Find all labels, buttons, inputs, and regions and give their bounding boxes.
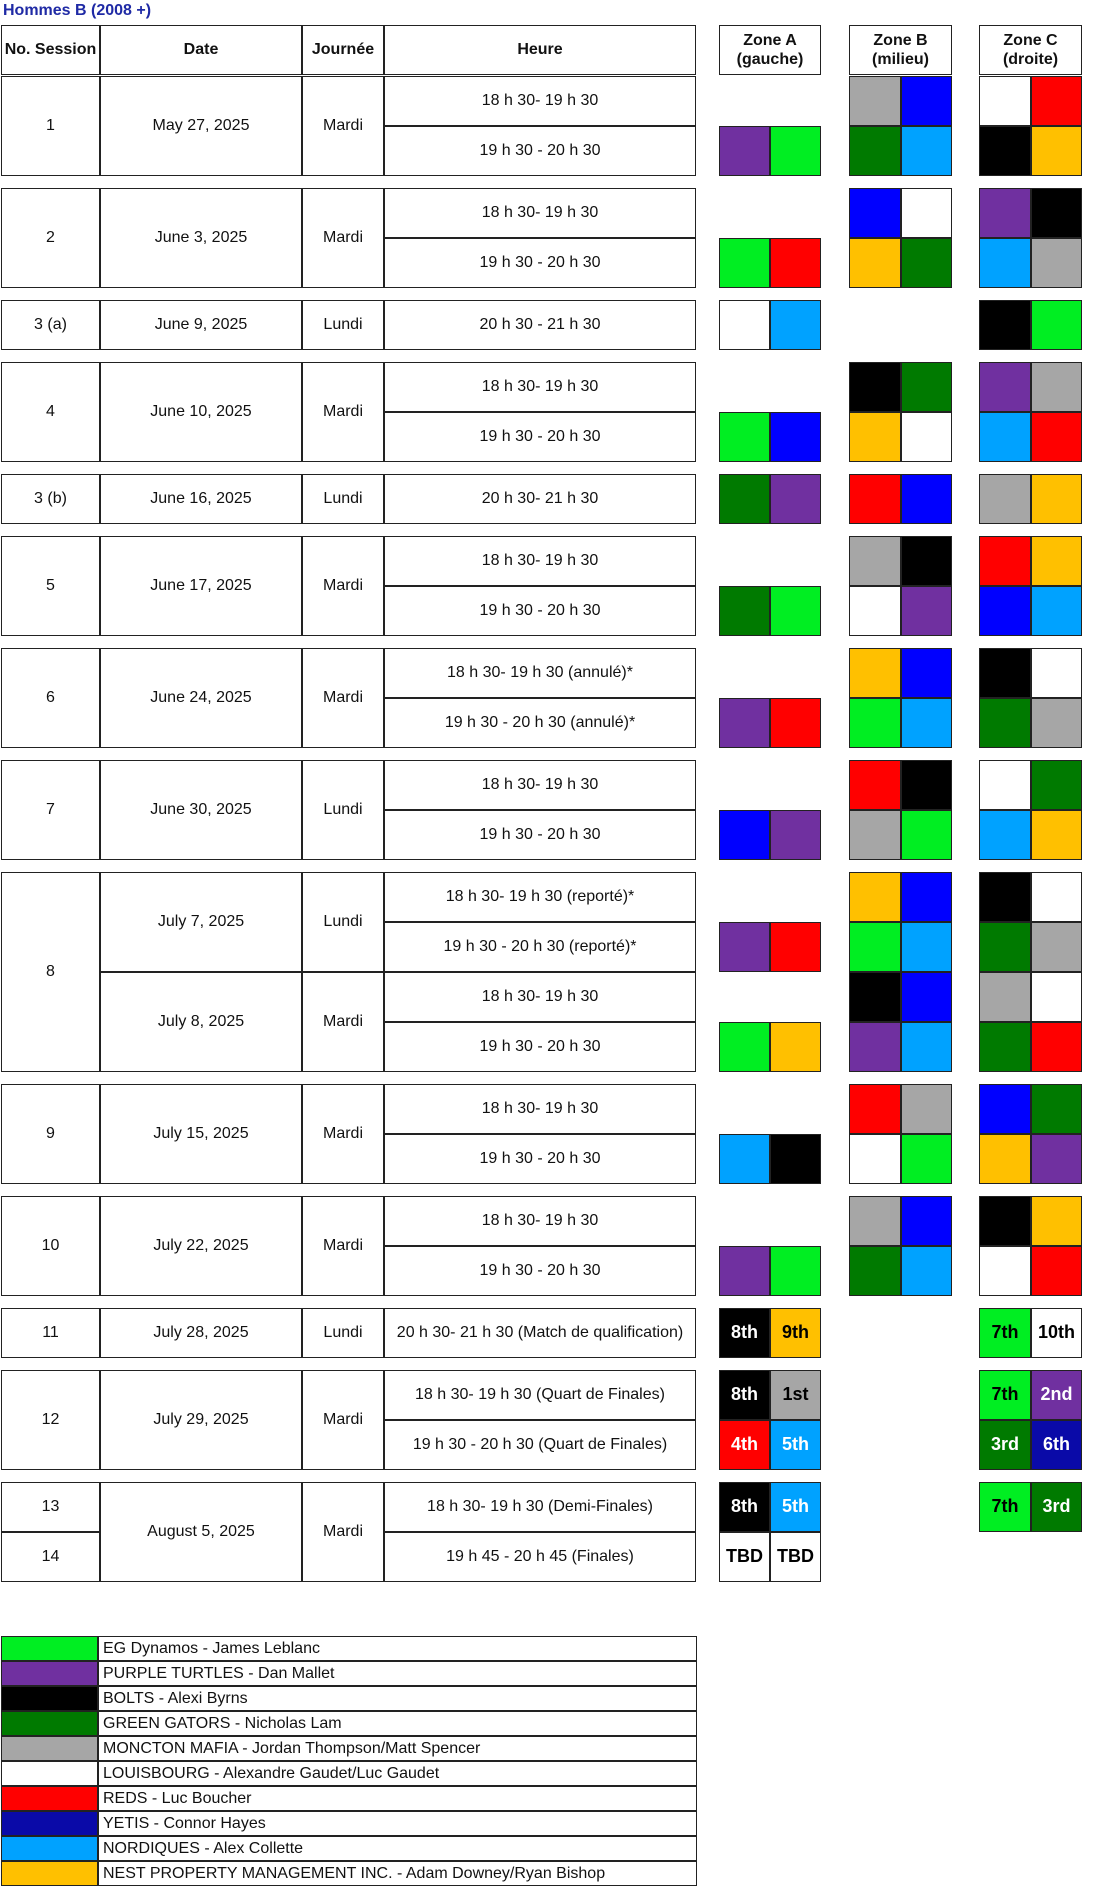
- time-cell: 19 h 30 - 20 h 30: [384, 412, 696, 462]
- session-number: 10: [1, 1196, 100, 1296]
- team-swatch: [901, 922, 952, 972]
- legend-label: NEST PROPERTY MANAGEMENT INC. - Adam Downey/Ryan Bishop: [98, 1861, 697, 1886]
- team-swatch: [849, 238, 901, 288]
- seed-swatch: 4th: [719, 1420, 770, 1470]
- header-session: No. Session: [1, 25, 100, 75]
- session-number: 6: [1, 648, 100, 748]
- time-cell: 20 h 30- 21 h 30: [384, 474, 696, 524]
- team-swatch: [770, 698, 821, 748]
- header-time: Heure: [384, 25, 696, 75]
- header-day: Journée: [302, 25, 384, 75]
- day-cell: Lundi: [302, 1308, 384, 1358]
- time-cell: 18 h 30- 19 h 30: [384, 362, 696, 412]
- team-swatch: [979, 922, 1031, 972]
- page-title: Hommes B (2008 +): [3, 2, 152, 19]
- seed-swatch: 9th: [770, 1308, 821, 1358]
- day-cell: Lundi: [302, 300, 384, 350]
- day-cell: Mardi: [302, 648, 384, 748]
- team-swatch: [849, 698, 901, 748]
- team-swatch: [1031, 1196, 1082, 1246]
- team-swatch: [1031, 238, 1082, 288]
- seed-swatch: 5th: [770, 1482, 821, 1532]
- time-cell: 18 h 30- 19 h 30: [384, 76, 696, 126]
- zone-header: [849, 25, 952, 75]
- date-cell: May 27, 2025: [100, 76, 302, 176]
- header-date: Date: [100, 25, 302, 75]
- team-swatch: [849, 474, 901, 524]
- seed-swatch: 1st: [770, 1370, 821, 1420]
- team-swatch: [979, 188, 1031, 238]
- team-swatch: [979, 362, 1031, 412]
- team-swatch: [979, 76, 1031, 126]
- time-cell: 19 h 30 - 20 h 30: [384, 810, 696, 860]
- time-cell: 19 h 30 - 20 h 30: [384, 1246, 696, 1296]
- legend-swatch: [1, 1736, 98, 1761]
- time-cell: 18 h 30- 19 h 30 (annulé)*: [384, 648, 696, 698]
- time-cell: 18 h 30- 19 h 30: [384, 1084, 696, 1134]
- session-number: 2: [1, 188, 100, 288]
- day-cell: Mardi: [302, 1482, 384, 1582]
- zone-name: Zone C: [1003, 31, 1058, 49]
- legend-label: YETIS - Connor Hayes: [98, 1811, 697, 1836]
- team-swatch: [719, 810, 770, 860]
- team-swatch: [849, 1196, 901, 1246]
- session-number: 1: [1, 76, 100, 176]
- team-swatch: [979, 810, 1031, 860]
- team-swatch: [849, 1084, 901, 1134]
- team-swatch: [979, 1246, 1031, 1296]
- legend-swatch: [1, 1836, 98, 1861]
- seed-swatch: 8th: [719, 1308, 770, 1358]
- date-cell: August 5, 2025: [100, 1482, 302, 1582]
- team-swatch: [770, 1022, 821, 1072]
- team-swatch: [770, 474, 821, 524]
- seed-swatch: 7th: [979, 1482, 1031, 1532]
- time-cell: 19 h 30 - 20 h 30 (reporté)*: [384, 922, 696, 972]
- time-cell: 18 h 30- 19 h 30 (Quart de Finales): [384, 1370, 696, 1420]
- team-swatch: [1031, 536, 1082, 586]
- time-cell: 19 h 30 - 20 h 30: [384, 1022, 696, 1072]
- team-swatch: [719, 126, 770, 176]
- team-swatch: [979, 972, 1031, 1022]
- team-swatch: [901, 972, 952, 1022]
- time-cell: 19 h 30 - 20 h 30: [384, 1134, 696, 1184]
- team-swatch: [1031, 76, 1082, 126]
- team-swatch: [770, 126, 821, 176]
- team-swatch: [719, 922, 770, 972]
- time-cell: 18 h 30- 19 h 30 (Demi-Finales): [384, 1482, 696, 1532]
- legend-label: MONCTON MAFIA - Jordan Thompson/Matt Spencer: [98, 1736, 697, 1761]
- legend-swatch: [1, 1761, 98, 1786]
- team-swatch: [1031, 412, 1082, 462]
- date-cell: July 28, 2025: [100, 1308, 302, 1358]
- time-cell: 19 h 30 - 20 h 30: [384, 238, 696, 288]
- legend-swatch: [1, 1811, 98, 1836]
- date-cell: July 7, 2025: [100, 872, 302, 972]
- team-swatch: [979, 1134, 1031, 1184]
- session-number: 13: [1, 1482, 100, 1532]
- team-swatch: [979, 1022, 1031, 1072]
- day-cell: Mardi: [302, 1196, 384, 1296]
- team-swatch: [901, 698, 952, 748]
- team-swatch: [849, 536, 901, 586]
- team-swatch: [849, 126, 901, 176]
- day-cell: Mardi: [302, 1084, 384, 1184]
- team-swatch: [1031, 474, 1082, 524]
- zone-side: (droite): [1002, 51, 1059, 68]
- day-cell: Mardi: [302, 188, 384, 288]
- team-swatch: [1031, 810, 1082, 860]
- team-swatch: [901, 760, 952, 810]
- time-cell: 18 h 30- 19 h 30 (reporté)*: [384, 872, 696, 922]
- session-number: 4: [1, 362, 100, 462]
- legend-label: LOUISBOURG - Alexandre Gaudet/Luc Gaudet: [98, 1761, 697, 1786]
- team-swatch: [1031, 1134, 1082, 1184]
- team-swatch: [979, 238, 1031, 288]
- session-number: 3 (a): [1, 300, 100, 350]
- date-cell: July 8, 2025: [100, 972, 302, 1072]
- team-swatch: [849, 188, 901, 238]
- team-swatch: [719, 412, 770, 462]
- time-cell: 19 h 30 - 20 h 30: [384, 586, 696, 636]
- session-number: 3 (b): [1, 474, 100, 524]
- seed-swatch: 2nd: [1031, 1370, 1082, 1420]
- team-swatch: [719, 586, 770, 636]
- team-swatch: [901, 810, 952, 860]
- team-swatch: [849, 810, 901, 860]
- team-swatch: [770, 1246, 821, 1296]
- date-cell: July 29, 2025: [100, 1370, 302, 1470]
- team-swatch: [979, 1084, 1031, 1134]
- session-number: 11: [1, 1308, 100, 1358]
- team-swatch: [901, 1196, 952, 1246]
- team-swatch: [770, 300, 821, 350]
- team-swatch: [719, 1022, 770, 1072]
- seed-swatch: 7th: [979, 1308, 1031, 1358]
- team-swatch: [1031, 1246, 1082, 1296]
- team-swatch: [770, 412, 821, 462]
- team-swatch: [979, 648, 1031, 698]
- team-swatch: [901, 238, 952, 288]
- legend-swatch: [1, 1711, 98, 1736]
- seed-swatch: 3rd: [1031, 1482, 1082, 1532]
- team-swatch: [719, 300, 770, 350]
- team-swatch: [901, 1246, 952, 1296]
- time-cell: 18 h 30- 19 h 30: [384, 972, 696, 1022]
- team-swatch: [1031, 972, 1082, 1022]
- day-cell: Mardi: [302, 1370, 384, 1470]
- day-cell: Lundi: [302, 872, 384, 972]
- team-swatch: [849, 76, 901, 126]
- team-swatch: [770, 1134, 821, 1184]
- team-swatch: [1031, 1022, 1082, 1072]
- date-cell: June 16, 2025: [100, 474, 302, 524]
- team-swatch: [719, 698, 770, 748]
- zone-header: [719, 25, 821, 75]
- time-cell: 20 h 30- 21 h 30 (Match de qualification): [384, 1308, 696, 1358]
- seed-swatch: 5th: [770, 1420, 821, 1470]
- team-swatch: [849, 972, 901, 1022]
- zone-side: (milieu): [872, 51, 929, 68]
- team-swatch: [770, 586, 821, 636]
- legend-swatch: [1, 1661, 98, 1686]
- team-swatch: [849, 922, 901, 972]
- team-swatch: [1031, 1084, 1082, 1134]
- team-swatch: [1031, 586, 1082, 636]
- day-cell: Lundi: [302, 760, 384, 860]
- date-cell: June 24, 2025: [100, 648, 302, 748]
- date-cell: June 9, 2025: [100, 300, 302, 350]
- date-cell: June 3, 2025: [100, 188, 302, 288]
- team-swatch: [979, 698, 1031, 748]
- seed-swatch: 3rd: [979, 1420, 1031, 1470]
- team-swatch: [901, 648, 952, 698]
- date-cell: July 22, 2025: [100, 1196, 302, 1296]
- team-swatch: [770, 922, 821, 972]
- session-number: 5: [1, 536, 100, 636]
- team-swatch: [979, 412, 1031, 462]
- session-number: 7: [1, 760, 100, 860]
- session-number: 9: [1, 1084, 100, 1184]
- team-swatch: [849, 586, 901, 636]
- team-swatch: [979, 300, 1031, 350]
- team-swatch: [1031, 188, 1082, 238]
- team-swatch: [901, 76, 952, 126]
- session-number: 14: [1, 1532, 100, 1582]
- zone-header: [979, 25, 1082, 75]
- time-cell: 18 h 30- 19 h 30: [384, 760, 696, 810]
- team-swatch: [979, 536, 1031, 586]
- session-number: 12: [1, 1370, 100, 1470]
- legend-swatch: [1, 1686, 98, 1711]
- team-swatch: [979, 760, 1031, 810]
- team-swatch: [1031, 872, 1082, 922]
- legend-label: PURPLE TURTLES - Dan Mallet: [98, 1661, 697, 1686]
- team-swatch: [901, 362, 952, 412]
- session-number: 8: [1, 872, 100, 1072]
- team-swatch: [849, 1134, 901, 1184]
- team-swatch: [1031, 126, 1082, 176]
- legend-swatch: [1, 1861, 98, 1886]
- team-swatch: [719, 1246, 770, 1296]
- time-cell: 18 h 30- 19 h 30: [384, 1196, 696, 1246]
- team-swatch: [849, 1246, 901, 1296]
- day-cell: Mardi: [302, 972, 384, 1072]
- team-swatch: [979, 126, 1031, 176]
- team-swatch: [979, 474, 1031, 524]
- seed-swatch: 7th: [979, 1370, 1031, 1420]
- team-swatch: [719, 1134, 770, 1184]
- team-swatch: [849, 872, 901, 922]
- team-swatch: [849, 648, 901, 698]
- time-cell: 19 h 45 - 20 h 45 (Finales): [384, 1532, 696, 1582]
- zone-name: Zone A: [743, 31, 797, 49]
- seed-swatch: 10th: [1031, 1308, 1082, 1358]
- team-swatch: [901, 1022, 952, 1072]
- seed-swatch: TBD: [719, 1532, 770, 1582]
- date-cell: June 17, 2025: [100, 536, 302, 636]
- team-swatch: [770, 810, 821, 860]
- time-cell: 20 h 30 - 21 h 30: [384, 300, 696, 350]
- zone-name: Zone B: [873, 31, 928, 49]
- date-cell: June 10, 2025: [100, 362, 302, 462]
- team-swatch: [901, 474, 952, 524]
- seed-swatch: 6th: [1031, 1420, 1082, 1470]
- team-swatch: [901, 126, 952, 176]
- time-cell: 18 h 30- 19 h 30: [384, 188, 696, 238]
- team-swatch: [901, 1134, 952, 1184]
- team-swatch: [979, 586, 1031, 636]
- team-swatch: [1031, 922, 1082, 972]
- legend-label: BOLTS - Alexi Byrns: [98, 1686, 697, 1711]
- team-swatch: [719, 238, 770, 288]
- zone-side: (gauche): [736, 51, 804, 68]
- team-swatch: [901, 586, 952, 636]
- legend-swatch: [1, 1786, 98, 1811]
- team-swatch: [1031, 760, 1082, 810]
- team-swatch: [901, 872, 952, 922]
- team-swatch: [849, 412, 901, 462]
- day-cell: Mardi: [302, 536, 384, 636]
- legend-label: NORDIQUES - Alex Collette: [98, 1836, 697, 1861]
- team-swatch: [979, 1196, 1031, 1246]
- team-swatch: [849, 1022, 901, 1072]
- team-swatch: [1031, 300, 1082, 350]
- legend-swatch: [1, 1636, 98, 1661]
- time-cell: 19 h 30 - 20 h 30 (Quart de Finales): [384, 1420, 696, 1470]
- seed-swatch: 8th: [719, 1370, 770, 1420]
- team-swatch: [901, 412, 952, 462]
- team-swatch: [849, 760, 901, 810]
- legend-label: REDS - Luc Boucher: [98, 1786, 697, 1811]
- legend-label: GREEN GATORS - Nicholas Lam: [98, 1711, 697, 1736]
- team-swatch: [1031, 648, 1082, 698]
- time-cell: 18 h 30- 19 h 30: [384, 536, 696, 586]
- team-swatch: [849, 362, 901, 412]
- team-swatch: [770, 238, 821, 288]
- date-cell: July 15, 2025: [100, 1084, 302, 1184]
- day-cell: Mardi: [302, 362, 384, 462]
- team-swatch: [1031, 698, 1082, 748]
- seed-swatch: TBD: [770, 1532, 821, 1582]
- date-cell: June 30, 2025: [100, 760, 302, 860]
- team-swatch: [1031, 362, 1082, 412]
- day-cell: Mardi: [302, 76, 384, 176]
- time-cell: 19 h 30 - 20 h 30 (annulé)*: [384, 698, 696, 748]
- team-swatch: [901, 188, 952, 238]
- time-cell: 19 h 30 - 20 h 30: [384, 126, 696, 176]
- day-cell: Lundi: [302, 474, 384, 524]
- team-swatch: [901, 536, 952, 586]
- team-swatch: [901, 1084, 952, 1134]
- legend-label: EG Dynamos - James Leblanc: [98, 1636, 697, 1661]
- team-swatch: [979, 872, 1031, 922]
- team-swatch: [719, 474, 770, 524]
- seed-swatch: 8th: [719, 1482, 770, 1532]
